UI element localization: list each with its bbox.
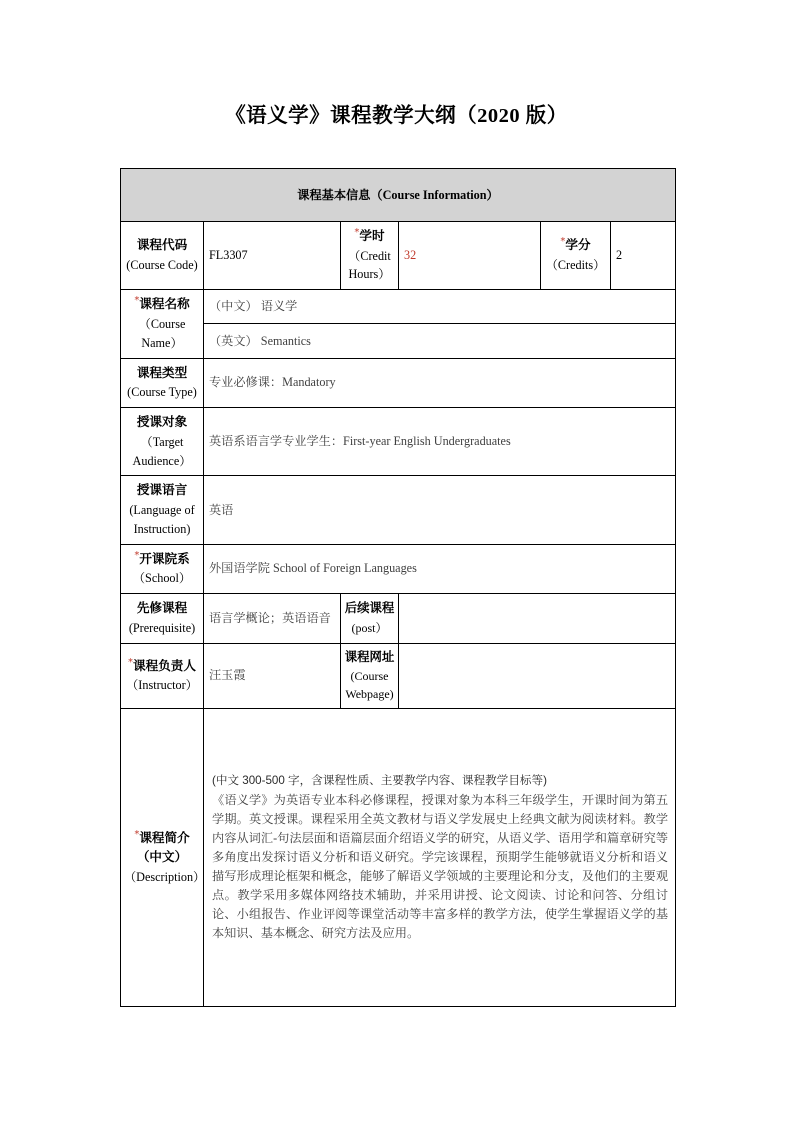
label-credit-hours-cn: 学时 bbox=[359, 229, 385, 243]
label-prerequisite-cn: 先修课程 bbox=[136, 601, 188, 616]
value-target-audience: 英语系语言学专业学生：First-year English Undergraduates bbox=[204, 408, 676, 476]
required-mark-icon: * bbox=[134, 828, 140, 840]
description-note: (中文 300-500 字，含课程性质、主要教学内容、课程教学目标等) bbox=[212, 774, 547, 788]
value-prerequisite: 语言学概论；英语语音 bbox=[204, 594, 341, 643]
label-credit-hours bbox=[341, 222, 399, 290]
table-header-row bbox=[121, 169, 676, 222]
label-course-name-cn: 课程名称 bbox=[139, 297, 190, 312]
label-target-audience bbox=[121, 408, 204, 476]
value-course-name-english-cell bbox=[204, 324, 676, 358]
label-target-audience-cn: 授课对象 bbox=[136, 415, 188, 430]
table-row-target-audience bbox=[121, 408, 676, 476]
table-header-en: （Course Information） bbox=[370, 187, 499, 202]
label-course-type-cn: 课程类型 bbox=[136, 365, 188, 380]
label-course-webpage-en: (Course Webpage) bbox=[345, 668, 394, 702]
label-course-webpage bbox=[341, 643, 399, 708]
value-credit-hours: 32 bbox=[399, 222, 541, 290]
table-header-cn: 课程基本信息 bbox=[297, 187, 371, 202]
value-course-code: FL3307 bbox=[204, 222, 341, 290]
required-mark-icon: * bbox=[560, 236, 566, 248]
label-course-type bbox=[121, 358, 204, 407]
label-prerequisite bbox=[121, 594, 204, 643]
label-course-name bbox=[121, 290, 204, 358]
label-target-audience-en: （Target Audience） bbox=[132, 434, 192, 468]
value-course-name-chinese-cell bbox=[204, 290, 676, 324]
label-course-code-cn: 课程代码 bbox=[136, 238, 188, 253]
course-information-table bbox=[120, 168, 676, 1007]
label-school bbox=[121, 544, 204, 593]
value-course-type: 专业必修课：Mandatory bbox=[204, 358, 676, 407]
value-description-cell bbox=[204, 708, 676, 1006]
label-credits-cn: 学分 bbox=[565, 238, 591, 253]
value-post-course bbox=[399, 594, 676, 643]
table-row-school bbox=[121, 544, 676, 593]
table-row-course-type bbox=[121, 358, 676, 407]
label-instructor bbox=[121, 643, 204, 708]
value-language: 英语 bbox=[204, 476, 676, 544]
label-course-name-en: （Course Name） bbox=[138, 316, 186, 350]
course-name-english-value: Semantics bbox=[260, 333, 311, 348]
value-instructor: 汪玉霞 bbox=[204, 643, 341, 708]
table-row-course-name-en bbox=[121, 324, 676, 358]
label-course-type-en: (Course Type) bbox=[127, 385, 197, 400]
label-credits bbox=[541, 222, 611, 290]
label-credit-hours-en: （Credit Hours） bbox=[348, 248, 391, 282]
value-course-webpage bbox=[399, 643, 676, 708]
table-row-instructor bbox=[121, 643, 676, 708]
table-header-cell bbox=[121, 169, 676, 222]
page-title: 《语义学》课程教学大纲（2020 版） bbox=[225, 105, 568, 127]
label-school-cn: 开课院系 bbox=[139, 551, 190, 566]
table-row-prerequisite bbox=[121, 594, 676, 643]
table-row-description bbox=[121, 708, 676, 1006]
description-body: 《语义学》为英语专业本科必修课程，授课对象为本科三年级学生，开课时间为第五学期。英文授课。课程采用全英文教材与语义学发展史上经典文献为阅读材料。教学内容从词汇-句法层面和语篇层面介绍语义学的研究，从语义学、语用学和篇章研究等多角度出发探讨语义分析和语义研究。学完该课程，预期学生能够就语义分析和语义描写形成理论框架和概念，能够了解语义学领域的主要理论和分支，及他们的主要观点。教学采用多媒体网络技术辅助，并采用讲授、论文阅读、讨论和问答、分组讨论、小组报告、作业评阅等课堂活动等丰富多样的教学方法，使学生掌握语义学的基本知识、基本概念、研究方法及应用。 bbox=[212, 793, 669, 940]
label-school-en: （School） bbox=[132, 571, 192, 586]
table-row-language bbox=[121, 476, 676, 544]
course-name-chinese-prefix: （中文） bbox=[209, 299, 258, 314]
label-credits-en: （Credits） bbox=[545, 257, 606, 272]
required-mark-icon: * bbox=[134, 295, 140, 307]
value-credits: 2 bbox=[611, 222, 676, 290]
value-school: 外国语学院 School of Foreign Languages bbox=[204, 544, 676, 593]
table-row-code-hours-credits bbox=[121, 222, 676, 290]
course-name-english-prefix: （英文） bbox=[209, 333, 258, 348]
label-language bbox=[121, 476, 204, 544]
label-prerequisite-en: (Prerequisite) bbox=[128, 620, 196, 635]
required-mark-icon: * bbox=[354, 226, 360, 238]
course-name-chinese-value: 语义学 bbox=[260, 299, 298, 314]
required-mark-icon: * bbox=[134, 549, 140, 561]
label-course-webpage-cn: 课程网址 bbox=[344, 649, 395, 664]
label-post-course-en: (post） bbox=[351, 620, 388, 635]
label-instructor-en: （Instructor） bbox=[126, 678, 198, 693]
required-mark-icon: * bbox=[128, 656, 134, 668]
label-description-cn: 课程简介（中文） bbox=[136, 830, 190, 865]
table-row-course-name-cn bbox=[121, 290, 676, 324]
label-description bbox=[121, 708, 204, 1006]
label-language-cn: 授课语言 bbox=[136, 483, 188, 498]
label-course-code bbox=[121, 222, 204, 290]
label-post-course bbox=[341, 594, 399, 643]
label-description-en: （Description） bbox=[124, 869, 206, 884]
label-instructor-cn: 课程负责人 bbox=[133, 658, 196, 673]
label-course-code-en: (Course Code) bbox=[126, 257, 198, 272]
label-post-course-cn: 后续课程 bbox=[344, 601, 395, 616]
label-language-en: (Language of Instruction) bbox=[129, 502, 195, 536]
